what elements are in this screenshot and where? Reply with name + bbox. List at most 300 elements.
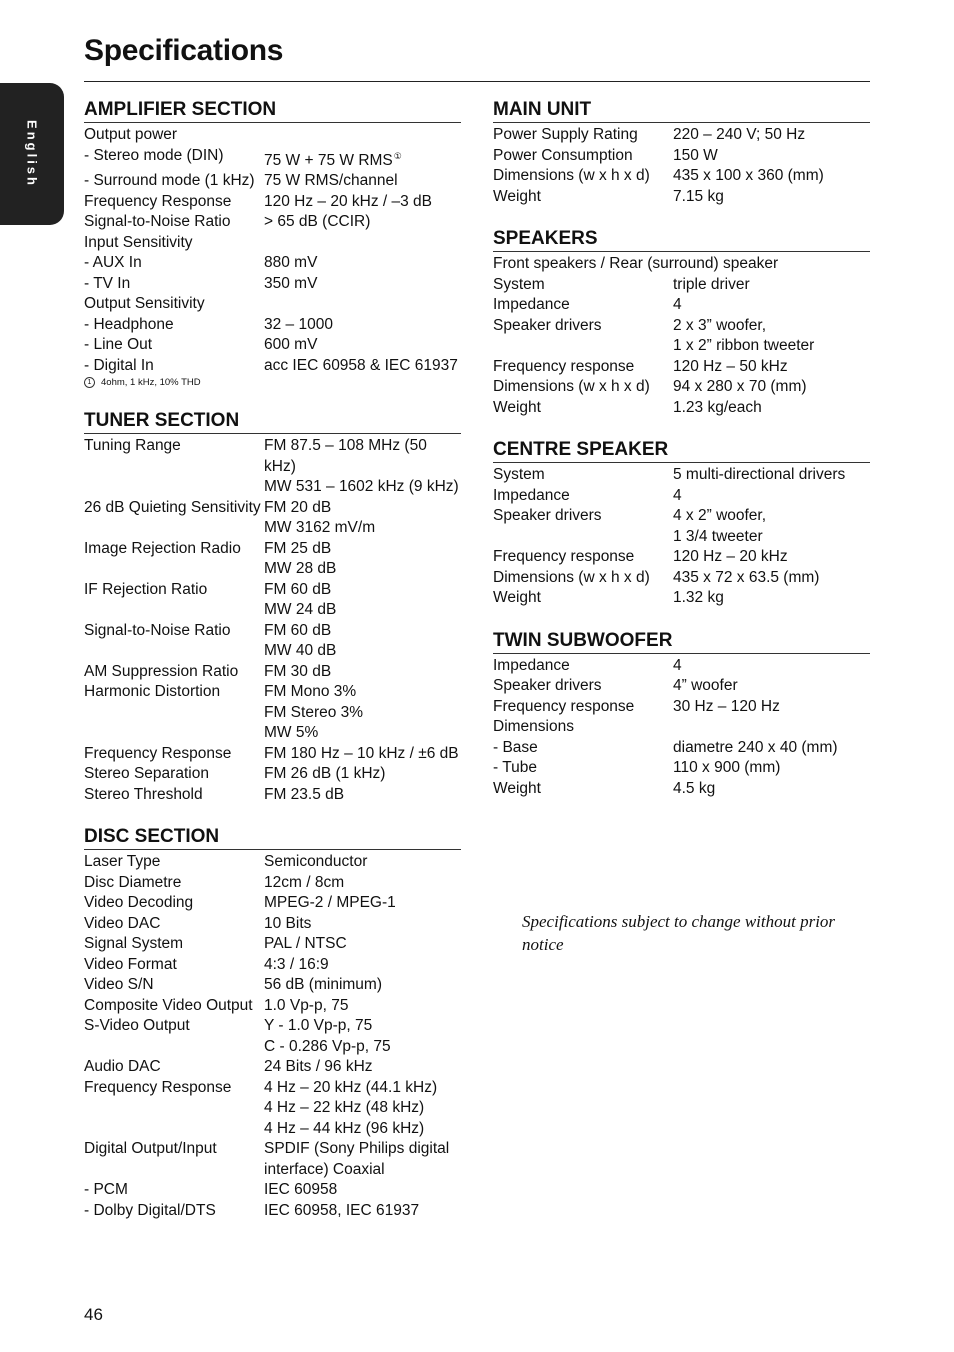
spec-value — [264, 873, 461, 894]
spec-row — [493, 357, 870, 378]
spec-value — [264, 764, 461, 785]
spec-value — [264, 914, 461, 935]
spec-row — [493, 697, 870, 718]
spec-value — [264, 356, 461, 377]
spec-row — [493, 377, 870, 398]
spec-value — [264, 1201, 461, 1222]
spec-label: Dimensions (w x h x d) — [493, 568, 650, 586]
spec-value — [264, 682, 461, 703]
spec-value-text: 1.32 kg — [673, 589, 724, 606]
spec-value — [673, 738, 870, 759]
spec-label: Signal System — [84, 935, 184, 953]
spec-value-text: FM 23.5 dB — [264, 785, 345, 803]
spec-row — [84, 253, 461, 274]
spec-label: Composite Video Output — [84, 996, 253, 1014]
spec-label: Output Sensitivity — [84, 295, 205, 313]
spec-value-text: FM 20 dB — [264, 498, 332, 516]
spec-row — [84, 294, 461, 315]
section-heading: DISC SECTION — [84, 825, 461, 850]
footnote-mark: 1 — [84, 377, 95, 388]
spec-row — [84, 996, 461, 1017]
spec-value — [673, 779, 870, 800]
spec-label: - Base — [493, 738, 538, 756]
spec-value — [264, 1016, 461, 1037]
spec-row — [84, 1180, 461, 1201]
spec-row — [84, 621, 461, 642]
spec-value — [673, 697, 870, 718]
spec-value — [673, 295, 870, 316]
spec-label: Video DAC — [84, 914, 161, 932]
spec-row — [493, 166, 870, 187]
spec-value — [264, 1139, 461, 1180]
spec-row — [84, 1037, 461, 1058]
section-heading: TUNER SECTION — [84, 409, 461, 434]
spec-value — [264, 436, 461, 477]
spec-value-text: FM 30 dB — [264, 662, 332, 680]
spec-label: - Headphone — [84, 315, 174, 333]
spec-label: Video S/N — [84, 976, 154, 994]
spec-value — [264, 621, 461, 642]
spec-value — [264, 975, 461, 996]
spec-row — [493, 187, 870, 208]
spec-label: 26 dB Quieting Sensitivity — [84, 498, 261, 516]
section-tuner-section — [84, 409, 461, 805]
spec-value-text: 4 Hz – 22 kHz (48 kHz) — [264, 1099, 425, 1117]
spec-row — [493, 316, 870, 337]
spec-row — [84, 192, 461, 213]
title-rule — [84, 81, 870, 82]
footnote-text: 4ohm, 1 kHz, 10% THD — [101, 377, 201, 389]
spec-row — [84, 662, 461, 683]
spec-value-text: acc IEC 60958 & IEC 61937 — [264, 356, 458, 374]
spec-row — [84, 934, 461, 955]
spec-label — [84, 703, 264, 724]
spec-value-text: 75 W RMS/channel — [264, 172, 398, 190]
spec-row — [493, 398, 870, 419]
spec-value — [673, 166, 870, 187]
spec-label: Output power — [84, 126, 178, 143]
spec-row — [493, 275, 870, 296]
spec-row — [493, 779, 870, 800]
spec-value-text: diametre 240 x 40 (mm) — [673, 738, 838, 756]
section-disc-section — [84, 825, 461, 1221]
spec-value — [264, 703, 461, 724]
spec-row — [493, 336, 870, 357]
footnote — [84, 377, 461, 389]
spec-label: Dimensions (w x h x d) — [493, 378, 650, 395]
spec-value-text: 75 W + 75 W RMS — [264, 151, 393, 169]
footnote-marker: ① — [393, 150, 402, 161]
spec-value-text: > 65 dB (CCIR) — [264, 213, 371, 231]
spec-row — [493, 588, 870, 609]
spec-row — [493, 676, 870, 697]
spec-value-text: 120 Hz – 20 kHz / –3 dB — [264, 192, 433, 210]
spec-value-text: 350 mV — [264, 274, 318, 292]
spec-value-text: MW 3162 mV/m — [264, 519, 376, 537]
spec-label — [84, 518, 264, 539]
spec-row — [84, 477, 461, 498]
spec-value — [264, 744, 461, 765]
spec-row — [84, 436, 461, 477]
spec-value — [673, 547, 870, 568]
spec-row — [84, 873, 461, 894]
spec-label: Harmonic Distortion — [84, 683, 221, 701]
spec-row — [84, 641, 461, 662]
spec-value-text: SPDIF (Sony Philips digital interface) Coaxial — [264, 1140, 450, 1178]
spec-value-text: 56 dB (minimum) — [264, 976, 382, 994]
spec-label: Frequency Response — [84, 192, 232, 210]
spec-value-text: MW 24 dB — [264, 601, 337, 619]
spec-table — [84, 852, 461, 1221]
spec-label: Speaker drivers — [493, 507, 602, 524]
spec-value — [264, 723, 461, 744]
spec-label: Frequency response — [493, 697, 635, 715]
spec-table — [493, 125, 870, 207]
spec-value-text: 120 Hz – 20 kHz — [673, 548, 788, 565]
spec-label: Frequency response — [493, 357, 635, 375]
spec-value-text: Y - 1.0 Vp-p, 75 — [264, 1017, 373, 1035]
spec-row — [84, 975, 461, 996]
specifications-notice: Specifications subject to change without prior notice — [522, 912, 836, 954]
spec-value — [673, 568, 870, 589]
spec-value-text: FM 180 Hz – 10 kHz / ±6 dB — [264, 744, 459, 762]
spec-value — [264, 335, 461, 356]
spec-label: IF Rejection Ratio — [84, 580, 208, 598]
spec-value-text: 1 3/4 tweeter — [673, 527, 763, 545]
spec-row — [84, 785, 461, 806]
spec-label: Power Consumption — [493, 146, 633, 164]
spec-value-text: 1.23 kg/each — [673, 398, 762, 416]
spec-row — [84, 233, 461, 254]
spec-row — [84, 914, 461, 935]
spec-label: Video Format — [84, 955, 177, 973]
spec-row — [84, 1201, 461, 1222]
spec-value-text: 10 Bits — [264, 914, 312, 932]
section-heading: SPEAKERS — [493, 227, 870, 252]
spec-value-text: 4.5 kg — [673, 779, 716, 797]
spec-label: Disc Diametre — [84, 873, 182, 891]
spec-value-text: FM 60 dB — [264, 621, 332, 639]
spec-row — [493, 295, 870, 316]
spec-value — [264, 518, 461, 539]
spec-value-text: 880 mV — [264, 254, 318, 272]
spec-value — [264, 1057, 461, 1078]
spec-value-text: 7.15 kg — [673, 187, 724, 205]
spec-label: Weight — [493, 187, 541, 205]
spec-value-text: FM 25 dB — [264, 539, 332, 557]
spec-value — [264, 192, 461, 213]
spec-value — [264, 1119, 461, 1140]
spec-value — [673, 656, 870, 677]
spec-value — [673, 377, 870, 398]
spec-row — [84, 1098, 461, 1119]
spec-value — [673, 527, 870, 548]
spec-value-text: 4:3 / 16:9 — [264, 955, 329, 973]
spec-row — [84, 744, 461, 765]
spec-value-text: 435 x 72 x 63.5 (mm) — [673, 568, 820, 586]
right-column — [493, 98, 870, 819]
spec-label: Digital Output/Input — [84, 1140, 217, 1158]
spec-label: - TV In — [84, 274, 131, 292]
spec-value-text: MPEG-2 / MPEG-1 — [264, 894, 396, 912]
spec-label: Stereo Threshold — [84, 785, 203, 803]
spec-value-text: 4 — [673, 656, 682, 674]
spec-value — [264, 171, 461, 192]
spec-row — [84, 723, 461, 744]
spec-row — [84, 1016, 461, 1037]
spec-label: Tuning Range — [84, 437, 181, 455]
spec-value-text: 150 W — [673, 146, 718, 164]
spec-value-text: triple driver — [673, 275, 750, 293]
spec-value — [673, 146, 870, 167]
spec-value-text: MW 531 – 1602 kHz (9 kHz) — [264, 478, 459, 496]
spec-value — [673, 676, 870, 697]
spec-row — [84, 498, 461, 519]
spec-value — [264, 125, 461, 146]
spec-label: Weight — [493, 589, 541, 606]
spec-label: Weight — [493, 398, 541, 416]
spec-row — [493, 486, 870, 507]
spec-label — [84, 1098, 264, 1119]
spec-row — [84, 955, 461, 976]
spec-value-text: 32 – 1000 — [264, 315, 333, 333]
spec-value-text: 220 – 240 V; 50 Hz — [673, 126, 806, 143]
spec-value — [673, 398, 870, 419]
spec-value — [264, 1078, 461, 1099]
spec-value — [673, 465, 870, 486]
spec-label: Impedance — [493, 296, 570, 313]
spec-row — [493, 506, 870, 527]
spec-value — [673, 506, 870, 527]
spec-label: - Surround mode (1 kHz) — [84, 172, 255, 190]
spec-value — [264, 580, 461, 601]
spec-row — [493, 758, 870, 779]
spec-value — [264, 785, 461, 806]
spec-value — [264, 294, 461, 315]
spec-label: Frequency response — [493, 548, 635, 565]
spec-value — [673, 336, 870, 357]
spec-value-text: 94 x 280 x 70 (mm) — [673, 378, 807, 395]
spec-row — [84, 600, 461, 621]
spec-value-text: 120 Hz – 50 kHz — [673, 357, 788, 375]
spec-row — [84, 274, 461, 295]
spec-value — [264, 233, 461, 254]
spec-value — [264, 600, 461, 621]
spec-label — [84, 600, 264, 621]
section-heading: CENTRE SPEAKER — [493, 438, 870, 463]
spec-value-text: 4 — [673, 296, 682, 313]
spec-value-text: 12cm / 8cm — [264, 873, 345, 891]
spec-label: System — [493, 466, 545, 483]
spec-value — [264, 662, 461, 683]
spec-row — [84, 1078, 461, 1099]
spec-label — [84, 1119, 264, 1140]
spec-label: Stereo Separation — [84, 765, 209, 783]
spec-value — [264, 852, 461, 873]
spec-row — [493, 568, 870, 589]
spec-value — [264, 253, 461, 274]
section-heading: MAIN UNIT — [493, 98, 870, 123]
spec-label — [84, 723, 264, 744]
spec-value — [673, 758, 870, 779]
spec-label: - Line Out — [84, 336, 153, 354]
left-column — [84, 98, 461, 1241]
spec-label: Signal-to-Noise Ratio — [84, 213, 231, 231]
section-main-unit — [493, 98, 870, 207]
language-tab-label: English — [24, 120, 40, 188]
spec-value-text: 110 x 900 (mm) — [673, 759, 781, 776]
spec-value — [673, 486, 870, 507]
spec-label: Front speakers / Rear (surround) speaker — [493, 255, 779, 272]
spec-row — [84, 518, 461, 539]
spec-value-text: 4 x 2” woofer, — [673, 507, 767, 524]
spec-label: - AUX In — [84, 254, 142, 272]
spec-label — [493, 336, 673, 357]
spec-label: Input Sensitivity — [84, 233, 193, 251]
spec-value — [264, 274, 461, 295]
spec-label: Audio DAC — [84, 1058, 161, 1076]
spec-value-text: FM Mono 3% — [264, 683, 357, 701]
spec-label: Power Supply Rating — [493, 126, 638, 143]
spec-value-text: 600 mV — [264, 336, 318, 354]
spec-value — [673, 717, 870, 738]
spec-row — [84, 146, 461, 172]
spec-label: - Dolby Digital/DTS — [84, 1201, 216, 1219]
spec-label: - Stereo mode (DIN) — [84, 146, 224, 164]
section-centre-speaker — [493, 438, 870, 609]
spec-value-text: FM 60 dB — [264, 580, 332, 598]
spec-row — [84, 539, 461, 560]
page-number: 46 — [84, 1305, 103, 1324]
spec-row — [84, 580, 461, 601]
spec-row — [84, 852, 461, 873]
spec-value-text: 5 multi-directional drivers — [673, 466, 846, 483]
spec-label: - Digital In — [84, 356, 154, 374]
spec-value-text: 2 x 3” woofer, — [673, 316, 767, 334]
spec-value — [264, 1180, 461, 1201]
spec-label — [84, 1037, 264, 1058]
spec-row — [84, 1139, 461, 1180]
spec-table — [493, 254, 870, 418]
spec-label: Frequency Response — [84, 1078, 232, 1096]
spec-label — [493, 527, 673, 548]
spec-row — [84, 356, 461, 377]
spec-value — [264, 934, 461, 955]
spec-value — [264, 212, 461, 233]
spec-table — [84, 125, 461, 376]
spec-row — [84, 212, 461, 233]
spec-value-text: C - 0.286 Vp-p, 75 — [264, 1037, 391, 1055]
spec-value — [264, 477, 461, 498]
spec-row — [84, 1057, 461, 1078]
spec-value — [673, 316, 870, 337]
spec-row — [84, 171, 461, 192]
spec-value — [673, 588, 870, 609]
spec-value — [264, 146, 461, 172]
spec-label — [84, 559, 264, 580]
spec-value-text: 1 x 2” ribbon tweeter — [673, 337, 815, 354]
spec-row — [84, 893, 461, 914]
spec-value-text: 24 Bits / 96 kHz — [264, 1058, 373, 1076]
spec-row — [84, 1119, 461, 1140]
spec-value-text: 1.0 Vp-p, 75 — [264, 996, 349, 1014]
spec-row — [493, 125, 870, 146]
spec-label: Weight — [493, 779, 541, 797]
spec-label: S-Video Output — [84, 1017, 190, 1035]
spec-row — [493, 254, 870, 275]
spec-row — [493, 465, 870, 486]
spec-table — [493, 656, 870, 800]
spec-label: - PCM — [84, 1181, 128, 1199]
spec-value-text: 4 Hz – 20 kHz (44.1 kHz) — [264, 1078, 438, 1096]
spec-value-text: FM 26 dB (1 kHz) — [264, 765, 386, 783]
spec-row — [493, 738, 870, 759]
spec-row — [84, 703, 461, 724]
spec-label: Dimensions — [493, 718, 574, 735]
spec-value-text: PAL / NTSC — [264, 935, 347, 953]
spec-value-text: IEC 60958, IEC 61937 — [264, 1201, 420, 1219]
spec-row — [493, 146, 870, 167]
spec-value-text: IEC 60958 — [264, 1181, 338, 1199]
spec-value-text: 4 Hz – 44 kHz (96 kHz) — [264, 1119, 425, 1137]
spec-label: - Tube — [493, 759, 537, 776]
spec-value-text: Semiconductor — [264, 853, 368, 871]
spec-value — [264, 1098, 461, 1119]
spec-value — [264, 559, 461, 580]
spec-value — [673, 275, 870, 296]
spec-row — [84, 682, 461, 703]
spec-row — [84, 125, 461, 146]
spec-row — [84, 335, 461, 356]
spec-table — [493, 465, 870, 609]
section-heading: TWIN SUBWOOFER — [493, 629, 870, 654]
spec-value — [673, 125, 870, 146]
section-speakers — [493, 227, 870, 418]
spec-label: Speaker drivers — [493, 677, 602, 694]
spec-value — [673, 187, 870, 208]
spec-value — [264, 641, 461, 662]
spec-row — [84, 764, 461, 785]
spec-value-text: FM Stereo 3% — [264, 703, 364, 721]
spec-value-text: FM 87.5 – 108 MHz (50 kHz) — [264, 437, 427, 475]
spec-label: Dimensions (w x h x d) — [493, 167, 650, 184]
spec-label: Video Decoding — [84, 894, 194, 912]
spec-value — [264, 996, 461, 1017]
spec-value-text: MW 40 dB — [264, 642, 337, 660]
spec-label: System — [493, 275, 545, 293]
spec-row — [493, 656, 870, 677]
spec-label: Speaker drivers — [493, 316, 602, 334]
spec-value — [673, 357, 870, 378]
page-title: Specifications — [84, 34, 284, 67]
spec-value — [264, 955, 461, 976]
spec-value — [264, 1037, 461, 1058]
spec-value — [264, 315, 461, 336]
spec-value-text: 30 Hz – 120 Hz — [673, 697, 780, 715]
spec-row — [84, 559, 461, 580]
spec-row — [493, 527, 870, 548]
spec-label: Frequency Response — [84, 744, 232, 762]
spec-row — [84, 315, 461, 336]
spec-row — [493, 547, 870, 568]
spec-label — [84, 641, 264, 662]
spec-label: Impedance — [493, 656, 570, 674]
spec-label: Laser Type — [84, 853, 161, 871]
spec-value — [264, 893, 461, 914]
spec-label: AM Suppression Ratio — [84, 662, 239, 680]
spec-value-text: MW 5% — [264, 724, 319, 742]
spec-row — [493, 717, 870, 738]
